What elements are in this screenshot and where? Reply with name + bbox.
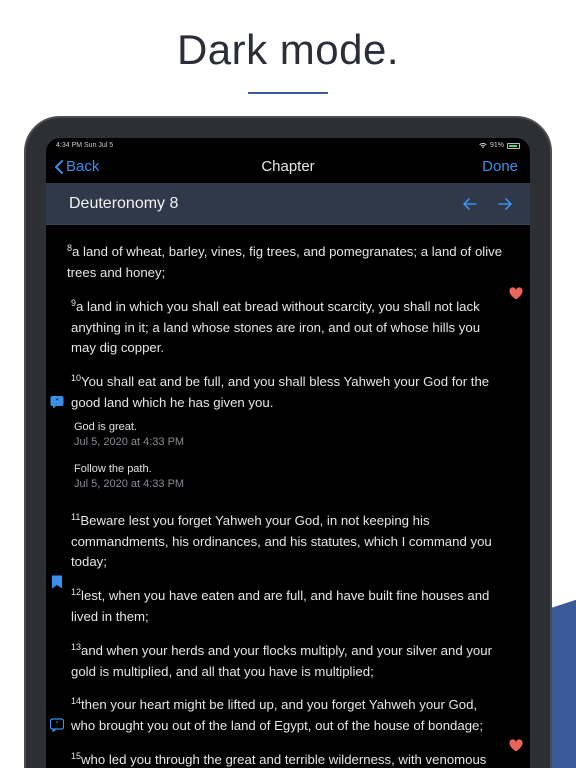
verse-number: 8 [67,243,73,253]
chevron-left-icon [54,159,64,175]
bookmark-icon[interactable] [51,575,63,589]
verse-number: 11 [71,512,81,522]
note-text: God is great. [74,421,137,433]
arrow-right-icon[interactable] [496,195,514,213]
app-screen [46,138,530,768]
arrow-left-icon[interactable] [461,195,479,213]
svg-text:”: ” [55,397,59,406]
note-bubble-icon[interactable] [50,718,64,732]
status-time: 4:34 PM Sun Jul 5 [56,142,114,149]
status-bar [46,138,530,154]
note-bubble-icon[interactable] [50,395,64,409]
verse[interactable] [67,238,507,283]
verse-number: 15 [71,751,82,761]
verse-text: You shall eat and be full, and you shall bless Yahweh your God for the good land which he has given you. [71,374,490,410]
note-text: Follow the path. [74,463,152,475]
svg-text:”: ” [55,720,59,729]
verse-number: 12 [71,587,82,597]
battery-percent: 91% [489,142,504,149]
verse[interactable] [71,582,503,627]
verse-number: 14 [71,696,82,706]
note-date: Jul 5, 2020 at 4:33 PM [74,436,185,448]
verse-text: a land in which you shall eat bread without scarcity, you shall not lack anything in it; a land whose stones are iron, and out of whose hills you may dig copper. [71,299,481,355]
verse-note[interactable] [74,462,184,492]
headline-divider [248,92,328,94]
verse[interactable] [71,691,503,736]
verse-text: Beware lest you forget Yahweh your God, in not keeping his commandments, his ordinances, and his statutes, which I command you today; [71,513,492,569]
battery-icon [507,143,520,149]
wifi-icon [479,143,487,149]
status-indicators [479,142,520,149]
verse-text: who led you through the great and terrible wilderness, with venomous [81,752,487,767]
verse[interactable] [71,637,503,682]
verse-text: a land of wheat, barley, vines, fig trees, and pomegranates; a land of olive trees and honey; [67,244,503,280]
verse-number: 13 [71,642,82,652]
heart-icon[interactable] [509,739,523,753]
verse-note[interactable] [74,420,184,450]
verse[interactable] [71,746,503,768]
verse[interactable] [71,368,499,413]
verse-number: 10 [71,373,82,383]
note-date: Jul 5, 2020 at 4:33 PM [74,478,185,490]
navigation-bar [46,154,530,182]
nav-title: Chapter [261,158,315,175]
heart-icon[interactable] [509,287,523,301]
verse-text: then your heart might be lifted up, and you forget Yahweh your God, who brought you out of the land of Egypt, out of the house of bondage; [71,697,484,733]
verse-number: 9 [71,298,77,308]
chapter-title: Deuteronomy 8 [69,195,179,212]
verse-text: lest, when you have eaten and are full, and have built fine houses and lived in them; [71,588,490,624]
verse[interactable] [71,293,499,359]
done-button[interactable]: Done [482,158,518,175]
chapter-header [46,183,530,225]
page-headline: Dark mode. [176,26,400,73]
verse-text: and when your herds and your flocks multiply, and your silver and your gold is multiplied, and all that you have is multiplied; [71,643,492,679]
back-label: Back [66,158,100,175]
back-button[interactable] [54,158,99,175]
verse[interactable] [71,507,503,573]
